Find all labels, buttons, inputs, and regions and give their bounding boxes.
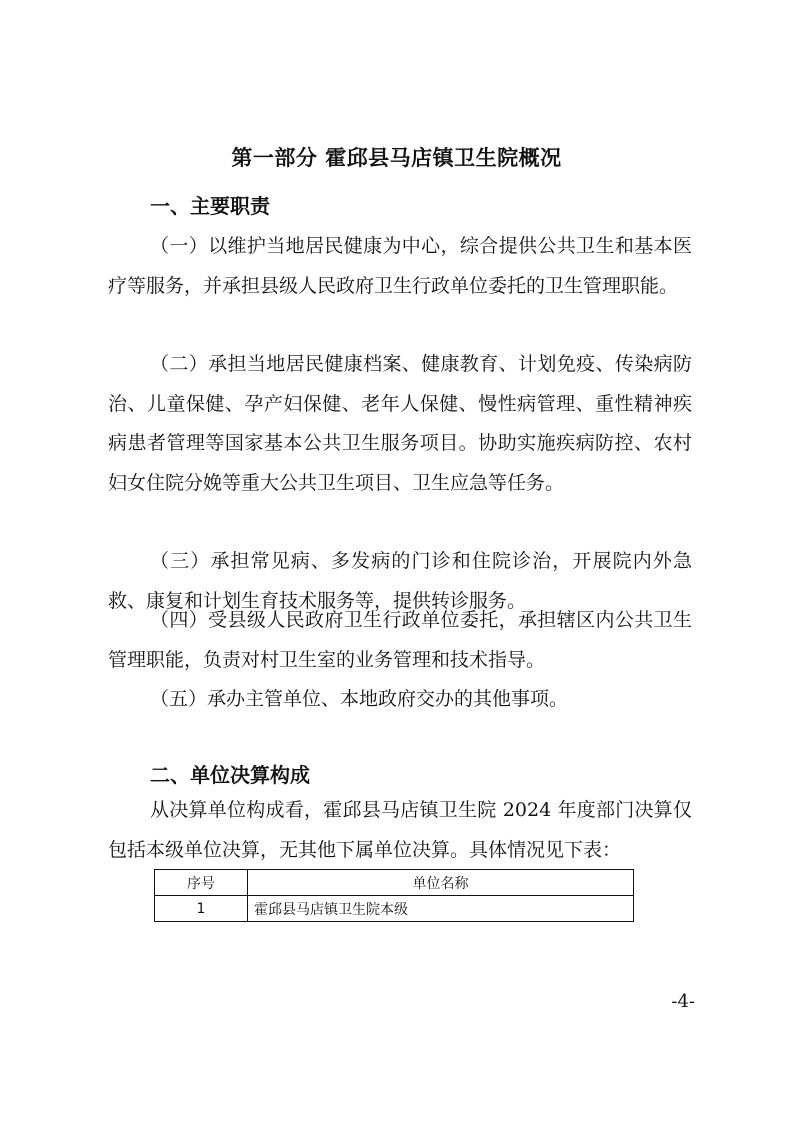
duty-paragraph-4: （四）受县级人民政府卫生行政单位委托，承担辖区内公共卫生管理职能，负责对村卫生室的业务管理和技术指导。: [108, 609, 692, 671]
table-row: [155, 896, 634, 922]
table-header-unit-name: 单位名称: [248, 870, 634, 896]
page-number: -4-: [671, 991, 695, 1012]
table-header-row: [155, 870, 634, 896]
table-cell-unit-name: 霍邱县马店镇卫生院本级: [248, 896, 634, 922]
section-heading-duties: 一、主要职责: [150, 194, 270, 218]
duty-paragraph-2: （二）承担当地居民健康档案、健康教育、计划免疫、传染病防治、儿童保健、孕产妇保健、老年人保健、慢性病管理、重性精神疾病患者管理等国家基本公共卫生服务项目。协助实施疾病防控、农村妇女住院分娩等重大公共卫生项目、卫生应急等任务。: [108, 353, 692, 494]
table-header-index: 序号: [155, 870, 248, 896]
duty-paragraph-1: （一）以维护当地居民健康为中心，综合提供公共卫生和基本医疗等服务，并承担县级人民政府卫生行政单位委托的卫生管理职能。: [108, 235, 692, 297]
duty-paragraph-3: （三）承担常见病、多发病的门诊和住院诊治，开展院内外急救、康复和计划生育技术服务等，提供转诊服务。: [108, 550, 692, 612]
section-heading-composition: 二、单位决算构成: [150, 763, 310, 787]
duty-paragraph-5: （五）承办主管单位、本地政府交办的其他事项。: [150, 688, 569, 710]
page-title: 第一部分 霍邱县马店镇卫生院概况: [231, 146, 562, 170]
composition-paragraph: 从决算单位构成看，霍邱县马店镇卫生院 2024 年度部门决算仅包括本级单位决算，无其他下属单位决算。具体情况见下表：: [108, 799, 692, 861]
table-cell-index: 1: [155, 896, 248, 922]
unit-table: [154, 869, 634, 922]
